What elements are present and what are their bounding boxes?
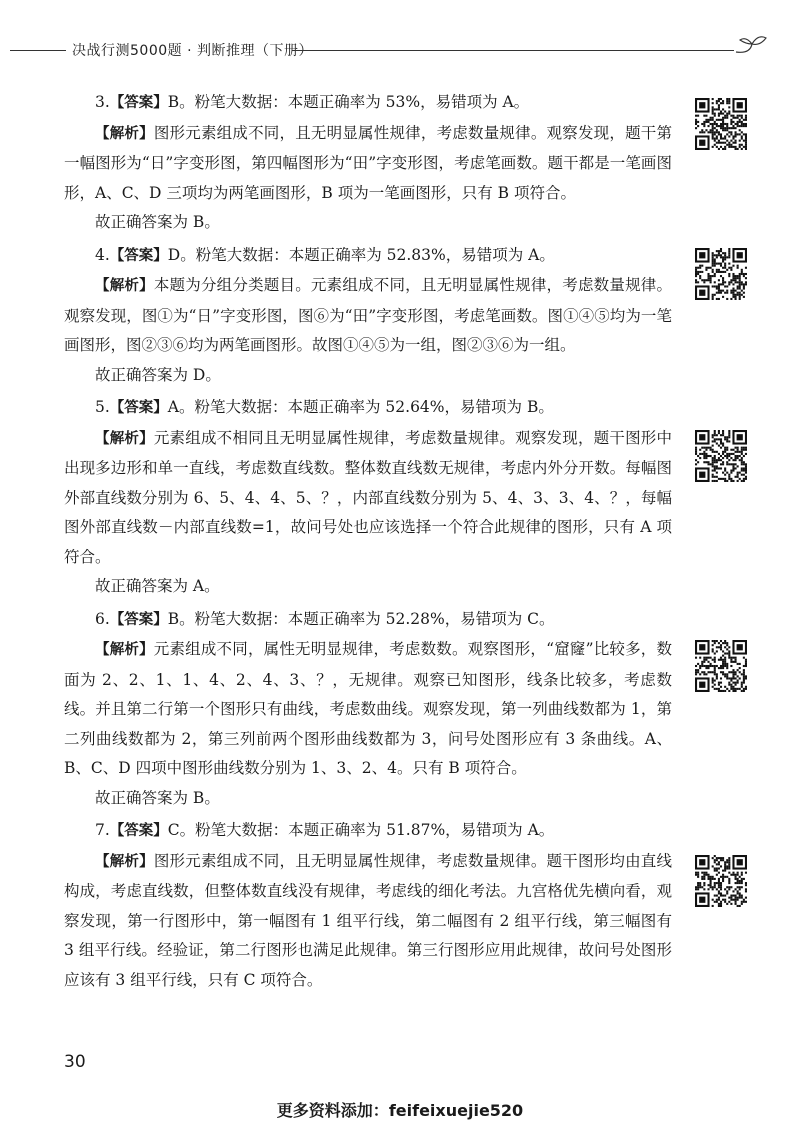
analysis-text: 图形元素组成不同，且无明显属性规律，考虑数量规律。题干图形均由直线构成，考虑直线数，但整体数直线没有规律，考虑线的细化考法。九宫格优先横向看，观察发现，第一行图形中，第一幅图有 1 组平行线，第二幅图有 2 组平行线，第三幅图有 3 组平行线。经验证，第二行图形也满足此规律。第三行图形应用此规律，故问号处图形应该有 3 组平行线，只有 C 项符合。: [64, 851, 672, 989]
analysis-text: 元素组成不相同且无明显属性规律，考虑数量规律。观察发现，题干图形中出现多边形和单一直线，考虑数直线数。整体数直线数无规律，考虑内外分开数。每幅图外部直线数分别为 6、5、4、4、5、？，内部直线数分别为 5、4、3、3、4、？，每幅图外部直线数－内部直线数=1，故问号处也应该选择一个符合此规律的图形，只有 A 项符合。: [64, 428, 672, 566]
analysis-paragraph: [64, 847, 672, 996]
conclusion-line: 故正确答案为 A。: [95, 577, 220, 595]
analysis-paragraph: [64, 635, 672, 784]
qr-code-icon[interactable]: [695, 855, 747, 907]
header-rule-right: [292, 50, 734, 51]
analysis-tag: 【解析】: [95, 853, 154, 870]
answer-line: [64, 816, 672, 847]
qr-code-icon[interactable]: [695, 248, 747, 300]
qr-code-icon[interactable]: [695, 98, 747, 150]
qr-code-icon[interactable]: [695, 640, 747, 692]
qr-code-icon[interactable]: [695, 430, 747, 482]
analysis-tag: 【解析】: [95, 278, 154, 294]
question-7: [64, 816, 672, 995]
analysis-text: 图形元素组成不同，且无明显属性规律，考虑数量规律。观察发现，题干第一幅图形为“日”字变形图，第四幅图形为“田”字变形图，考虑笔画数。题干都是一笔画图形，A、C、D 三项均为两笔画图形，B 项为一笔画图形，只有 B 项符合。: [64, 123, 672, 202]
conclusion-line: 故正确答案为 B。: [95, 213, 220, 231]
question-number: 3.: [95, 93, 110, 111]
answer-text: C。粉笔大数据：本题正确率为 51.87%，易错项为 A。: [167, 821, 555, 839]
book-title: 决战行测5000题 · 判断推理（下册）: [72, 43, 313, 59]
analysis-paragraph: [64, 424, 672, 573]
answer-line: [64, 88, 672, 119]
analysis-text: 元素组成不同，属性无明显规律，考虑数数。观察图形，“窟窿”比较多，数面为 2、2、1、1、4、2、4、3、？，无规律。观察已知图形，线条比较多，考虑数线。并且第二行第一个图形只有曲线，考虑数曲线。观察发现，第一列曲线数都为 1，第二列曲线数都为 2，第三列前两个图形曲线数都为 3，问号处图形应有 3 条曲线。A、B、C、D 四项中图形曲线数分别为 1、3、2、4。只有 B 项符合。: [64, 640, 673, 777]
conclusion-line: 故正确答案为 B。: [95, 788, 220, 807]
analysis-tag: 【解析】: [95, 642, 154, 658]
question-4: [64, 241, 672, 391]
answer-text: D。粉笔大数据：本题正确率为 52.83%，易错项为 A。: [167, 245, 555, 264]
answer-line: [64, 393, 672, 424]
answer-tag: 【答案】: [109, 247, 168, 264]
analysis-text: 本题为分组分类题目。元素组成不同，且无明显属性规律，考虑数量规律。观察发现，图①为“日”字变形图，图⑥为“田”字变形图，考虑笔画数。图①④⑤均为一笔画图形，图②③⑥均为两笔画图形。故图①④⑤为一组，图②③⑥为一组。: [64, 276, 672, 354]
answer-tag: 【答案】: [109, 95, 168, 111]
answer-text: A。粉笔大数据：本题正确率为 52.64%，易错项为 B。: [167, 398, 554, 416]
answer-text: B。粉笔大数据：本题正确率为 53%，易错项为 A。: [167, 93, 530, 111]
sprout-icon: [730, 32, 770, 62]
footer-contact-id: feifeixuejie520: [388, 1101, 524, 1120]
question-6: [64, 605, 672, 814]
question-number: 6.: [95, 609, 110, 628]
question-3: [64, 88, 672, 238]
page-number: 30: [64, 1052, 86, 1072]
header-rule-left: [10, 50, 66, 51]
analysis-tag: 【解析】: [95, 125, 154, 142]
conclusion-line: 故正确答案为 D。: [95, 365, 221, 384]
answer-line: [64, 241, 672, 272]
analysis-paragraph: [64, 119, 672, 209]
answer-text: B。粉笔大数据：本题正确率为 52.28%，易错项为 C。: [167, 609, 555, 628]
question-number: 5.: [95, 398, 110, 416]
answer-content: [64, 88, 672, 998]
analysis-tag: 【解析】: [95, 430, 154, 447]
answer-line: [64, 605, 672, 636]
question-5: [64, 393, 672, 602]
running-header: [0, 36, 800, 66]
footer-note: [0, 1098, 800, 1121]
question-number: 7.: [95, 821, 110, 839]
question-number: 4.: [95, 245, 110, 264]
answer-tag: 【答案】: [109, 611, 168, 628]
answer-tag: 【答案】: [109, 823, 168, 839]
answer-tag: 【答案】: [109, 400, 168, 416]
analysis-paragraph: [64, 271, 672, 361]
footer-text: 更多资料添加：: [276, 1101, 389, 1120]
